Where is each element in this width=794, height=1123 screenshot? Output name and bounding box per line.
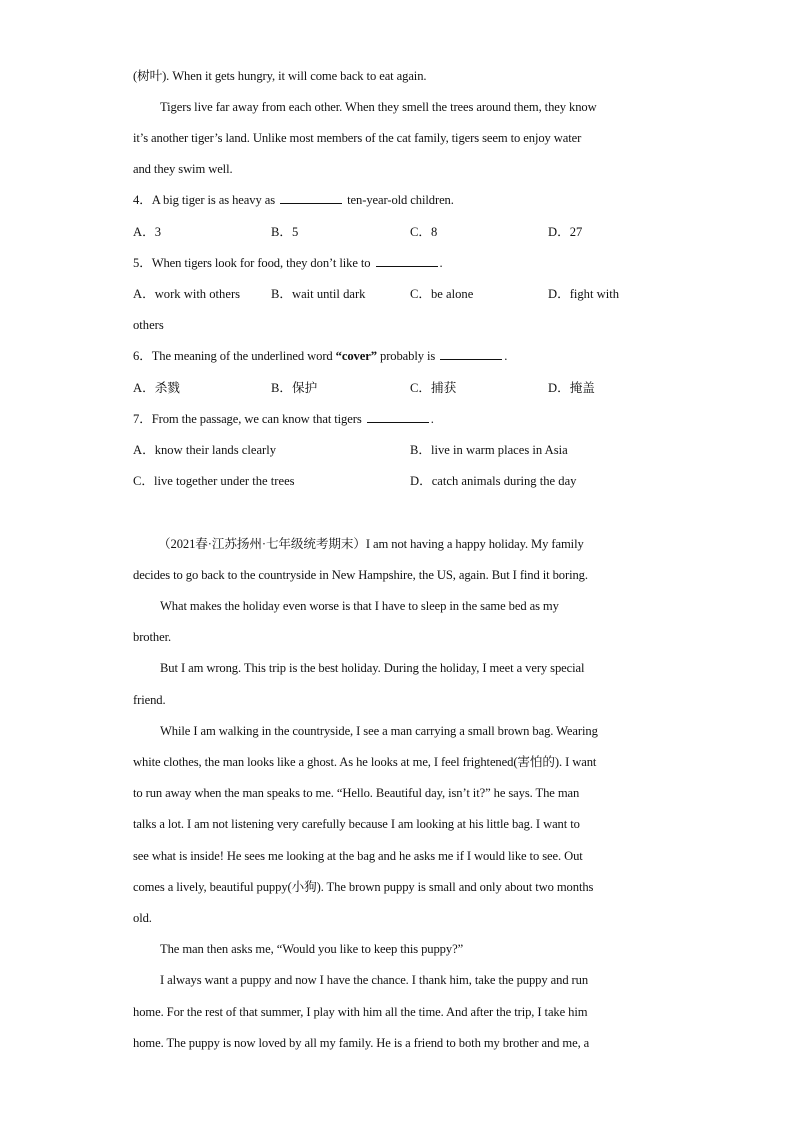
- passage1-line: it’s another tiger’s land. Unlike most members of the cat family, tigers seem to enjoy water: [133, 131, 582, 145]
- option-b: B．5: [271, 225, 299, 239]
- passage2-line: decides to go back to the countryside in New Hampshire, the US, again. But I find it boring.: [133, 568, 588, 582]
- passage2-line: home. The puppy is now loved by all my family. He is a friend to both my brother and me, a: [133, 1036, 590, 1050]
- option-c: C．live together under the trees: [133, 474, 295, 488]
- question-number: 6．: [133, 349, 152, 363]
- question-stem: From the passage, we can know that tigers: [151, 412, 362, 426]
- passage2-line: home. For the rest of that summer, I play with him all the time. And after the trip, I take him: [133, 1005, 588, 1019]
- passage2-line: brother.: [133, 630, 172, 644]
- question-stem-end: .: [439, 256, 443, 270]
- question-stem-end: ten-year-old children.: [347, 193, 454, 207]
- passage2-line: white clothes, the man looks like a ghost. As he looks at me, I feel frightened(害怕的). I want: [133, 755, 597, 769]
- option-b: B．保护: [271, 381, 318, 395]
- passage2-line: to run away when the man speaks to me. “Hello. Beautiful day, isn’t it?” he says. The man: [133, 786, 580, 800]
- passage2-line: old.: [133, 911, 152, 925]
- option-d: D．掩盖: [548, 381, 595, 395]
- question-stem-end: .: [430, 412, 434, 426]
- option-d: D．catch animals during the day: [410, 474, 577, 488]
- passage1-line: (树叶). When it gets hungry, it will come back to eat again.: [133, 69, 427, 83]
- option-a: A．know their lands clearly: [133, 443, 277, 457]
- question-stem-mid: probably is: [380, 349, 436, 363]
- passage2-line: What makes the holiday even worse is that I have to sleep in the same bed as my: [160, 599, 559, 613]
- passage2-text: I am not having a happy holiday. My family: [365, 537, 584, 551]
- option-c: C．捕获: [410, 381, 457, 395]
- passage2-line: I always want a puppy and now I have the chance. I thank him, take the puppy and run: [160, 973, 589, 987]
- option-d-wrap: others: [133, 318, 164, 332]
- question-number: 4．: [133, 193, 152, 207]
- underlined-word: “cover”: [335, 349, 377, 363]
- passage2-line: But I am wrong. This trip is the best holiday. During the holiday, I meet a very special: [160, 661, 585, 675]
- option-b: B．live in warm places in Asia: [410, 443, 568, 457]
- passage2-line: While I am walking in the countryside, I see a man carrying a small brown bag. Wearing: [160, 724, 598, 738]
- question-stem: A big tiger is as heavy as: [151, 193, 276, 207]
- question-7: [133, 411, 434, 427]
- option-a: A．3: [133, 225, 161, 239]
- option-a: A．杀戮: [133, 381, 180, 395]
- option-c: C．be alone: [410, 287, 474, 301]
- question-number: 7．: [133, 412, 152, 426]
- passage2-line: see what is inside! He sees me looking at the bag and he asks me if I would like to see. Out: [133, 849, 583, 863]
- option-d: D．27: [548, 225, 583, 239]
- passage2-line: talks a lot. I am not listening very carefully because I am looking at his little bag. I want to: [133, 817, 580, 831]
- passage-source: （2021春·江苏扬州·七年级统考期末）: [158, 537, 366, 551]
- question-number: 5．: [133, 256, 152, 270]
- option-d: D．fight with: [548, 287, 620, 301]
- option-b: B．wait until dark: [271, 287, 366, 301]
- question-6: [133, 348, 507, 364]
- passage1-line: Tigers live far away from each other. When they smell the trees around them, they know: [160, 100, 597, 114]
- passage1-line: and they swim well.: [133, 162, 233, 176]
- question-4: [133, 192, 454, 208]
- answer-blank: [367, 411, 429, 423]
- answer-blank: [440, 348, 502, 360]
- option-c: C．8: [410, 225, 438, 239]
- passage2-line: comes a lively, beautiful puppy(小狗). The brown puppy is small and only about two months: [133, 880, 594, 894]
- question-stem-end: .: [504, 349, 508, 363]
- question-stem: When tigers look for food, they don’t like to: [151, 256, 371, 270]
- option-a: A．work with others: [133, 287, 241, 301]
- question-stem: The meaning of the underlined word: [151, 349, 333, 363]
- passage2-line: The man then asks me, “Would you like to keep this puppy?”: [160, 942, 464, 956]
- question-5: [133, 255, 443, 271]
- passage2-line: [158, 536, 584, 552]
- passage2-line: friend.: [133, 693, 166, 707]
- answer-blank: [376, 255, 438, 267]
- answer-blank: [280, 192, 342, 204]
